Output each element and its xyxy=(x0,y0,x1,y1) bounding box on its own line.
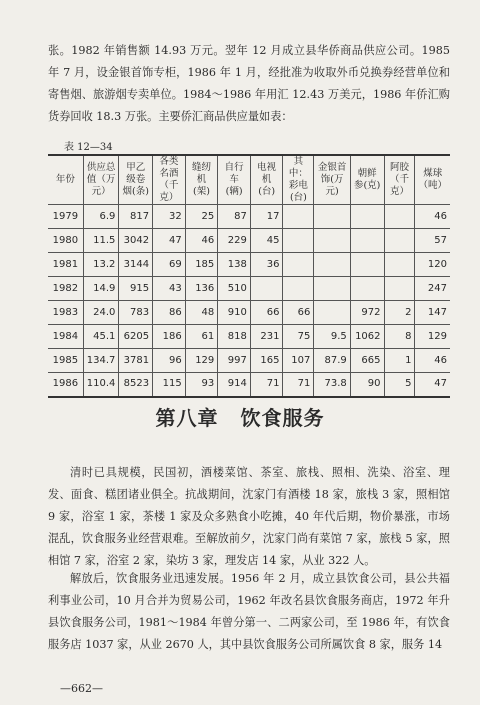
chapter-number: 第八章 xyxy=(155,406,219,430)
table-cell: 61 xyxy=(185,325,218,349)
table-cell: 231 xyxy=(250,325,283,349)
table-cell: 997 xyxy=(218,349,251,373)
table-cell: 914 xyxy=(218,373,251,397)
table-cell: 46 xyxy=(185,229,218,253)
overseas-goods-table xyxy=(48,154,450,398)
table-cell: 36 xyxy=(250,253,283,277)
table-cell: 43 xyxy=(153,277,186,301)
table-cell: 165 xyxy=(250,349,283,373)
table-cell: 3042 xyxy=(119,229,153,253)
table-caption: 表 12—34 xyxy=(64,142,113,153)
table-header-cell: 供应总值（万元） xyxy=(83,155,119,205)
table-cell: 5 xyxy=(384,373,415,397)
table-header-cell: 金银首饰(万元) xyxy=(314,155,350,205)
table-row xyxy=(48,349,450,373)
table-cell: 25 xyxy=(185,205,218,229)
table-cell xyxy=(350,205,384,229)
table-header-cell: 甲乙级卷烟(条) xyxy=(119,155,153,205)
table-cell: 1985 xyxy=(48,349,83,373)
table-cell: 147 xyxy=(415,301,450,325)
table-cell: 1981 xyxy=(48,253,83,277)
table-cell: 3781 xyxy=(119,349,153,373)
table-row xyxy=(48,253,450,277)
table-cell xyxy=(314,277,350,301)
table-cell: 47 xyxy=(153,229,186,253)
table-cell xyxy=(283,253,314,277)
table-cell: 783 xyxy=(119,301,153,325)
table-cell: 46 xyxy=(415,349,450,373)
table-header-row xyxy=(48,155,450,205)
body-paragraph-1: 清时已具规模，民国初，酒楼菜馆、茶室、旅栈、照相、洗染、浴室、理发、面食、糕团诸业俱全。抗战期间，沈家门有酒楼 18 家，旅栈 3 家，照相馆 9 家，浴室 1 家，茶楼 1 家及众多熟食小吃摊，40 年代后期，物价暴涨，市场混乱，饮食服务业经营艰难。至解放前夕，沈家门尚有菜馆 7 家，旅栈 5 家，照相馆 7 家，浴室 2 家，染坊 3 家，理发店 14 家，从业 322 人。 xyxy=(48,466,450,567)
table-cell: 665 xyxy=(350,349,384,373)
chapter-heading xyxy=(0,402,480,431)
body-paragraph-2: 解放后，饮食服务业迅速发展。1956 年 2 月，成立县饮食公司，县公共福利事业公司，10 月合并为贸易公司，1962 年改名县饮食服务商店，1972 年升县饮食服务公司，1981～1984 年曾分第一、二两家公司，至 1986 年，有饮食服务店 1037 家，从业 2670 人，其中县饮食服务公司所属饮食 8 家，服务 14 xyxy=(48,572,450,651)
table-row xyxy=(48,229,450,253)
table-header-cell: 年份 xyxy=(48,155,83,205)
table-cell: 71 xyxy=(250,373,283,397)
table-cell: 6.9 xyxy=(83,205,119,229)
table-cell: 9.5 xyxy=(314,325,350,349)
table-cell: 3144 xyxy=(119,253,153,277)
table-cell: 1062 xyxy=(350,325,384,349)
table-cell: 6205 xyxy=(119,325,153,349)
table-cell: 71 xyxy=(283,373,314,397)
table-cell: 120 xyxy=(415,253,450,277)
table-cell: 73.8 xyxy=(314,373,350,397)
table-cell: 129 xyxy=(415,325,450,349)
table-header-cell: 朝鲜参(克) xyxy=(350,155,384,205)
table-row xyxy=(48,325,450,349)
table-cell: 185 xyxy=(185,253,218,277)
table-header-cell: 其中：彩电(台) xyxy=(283,155,314,205)
table-header-cell: 各类名酒（千克） xyxy=(153,155,186,205)
table-cell: 96 xyxy=(153,349,186,373)
table-cell: 1982 xyxy=(48,277,83,301)
table-cell xyxy=(384,277,415,301)
table-header-cell: 缝纫机(架) xyxy=(185,155,218,205)
table-header-cell: 电视机(台) xyxy=(250,155,283,205)
table-cell xyxy=(384,253,415,277)
table-cell: 1986 xyxy=(48,373,83,397)
table-cell: 2 xyxy=(384,301,415,325)
table-cell: 48 xyxy=(185,301,218,325)
table-cell: 915 xyxy=(119,277,153,301)
table-cell xyxy=(350,277,384,301)
table-cell: 66 xyxy=(283,301,314,325)
table-cell: 57 xyxy=(415,229,450,253)
table-body xyxy=(48,205,450,397)
table-cell: 510 xyxy=(218,277,251,301)
table-cell: 1983 xyxy=(48,301,83,325)
table-cell xyxy=(314,301,350,325)
table-cell xyxy=(350,229,384,253)
table-cell: 24.0 xyxy=(83,301,119,325)
table-cell: 8 xyxy=(384,325,415,349)
table-cell: 817 xyxy=(119,205,153,229)
table-cell: 75 xyxy=(283,325,314,349)
table-cell: 47 xyxy=(415,373,450,397)
table-cell: 1 xyxy=(384,349,415,373)
table-row xyxy=(48,277,450,301)
table-row xyxy=(48,373,450,397)
table-cell: 818 xyxy=(218,325,251,349)
table-cell: 87.9 xyxy=(314,349,350,373)
table-cell xyxy=(250,277,283,301)
table-cell: 138 xyxy=(218,253,251,277)
table-header-cell: 煤球（吨） xyxy=(415,155,450,205)
table-cell: 87 xyxy=(218,205,251,229)
table-cell xyxy=(283,205,314,229)
table-cell: 90 xyxy=(350,373,384,397)
table-cell: 910 xyxy=(218,301,251,325)
table-cell: 136 xyxy=(185,277,218,301)
table-cell: 13.2 xyxy=(83,253,119,277)
table-cell: 45 xyxy=(250,229,283,253)
table-cell: 17 xyxy=(250,205,283,229)
table-cell: 45.1 xyxy=(83,325,119,349)
table-cell: 247 xyxy=(415,277,450,301)
table-cell: 8523 xyxy=(119,373,153,397)
table-cell: 1984 xyxy=(48,325,83,349)
table-cell: 46 xyxy=(415,205,450,229)
page-number: —662— xyxy=(60,682,103,695)
table-cell: 229 xyxy=(218,229,251,253)
table-cell: 110.4 xyxy=(83,373,119,397)
table-cell: 66 xyxy=(250,301,283,325)
table-cell: 115 xyxy=(153,373,186,397)
table-cell: 129 xyxy=(185,349,218,373)
table-cell xyxy=(384,205,415,229)
chapter-title: 饮食服务 xyxy=(240,406,325,430)
table-cell xyxy=(283,277,314,301)
table-cell xyxy=(314,253,350,277)
table-cell xyxy=(350,253,384,277)
table-cell: 1980 xyxy=(48,229,83,253)
table-header-cell: 自行车(辆) xyxy=(218,155,251,205)
table-cell: 14.9 xyxy=(83,277,119,301)
table-cell: 107 xyxy=(283,349,314,373)
table-row xyxy=(48,301,450,325)
table-cell xyxy=(283,229,314,253)
table-cell: 11.5 xyxy=(83,229,119,253)
table-cell: 93 xyxy=(185,373,218,397)
table-cell: 32 xyxy=(153,205,186,229)
table-cell xyxy=(314,229,350,253)
table-cell: 1979 xyxy=(48,205,83,229)
table-header-cell: 阿胶（千克） xyxy=(384,155,415,205)
table-cell: 134.7 xyxy=(83,349,119,373)
table-row xyxy=(48,205,450,229)
table-cell: 186 xyxy=(153,325,186,349)
table-cell: 69 xyxy=(153,253,186,277)
table-cell xyxy=(384,229,415,253)
intro-paragraph: 张。1982 年销售额 14.93 万元。翌年 12 月成立县华侨商品供应公司。1985 年 7 月，设金银首饰专柜，1986 年 1 月，经批准为收取外币兑换券经营单位和寄售烟、旅游烟专卖单位。1984～1986 年用汇 12.43 万美元，1986 年侨汇购货券回收 18.3 万张。主要侨汇商品供应量如表： xyxy=(48,44,450,123)
table-cell xyxy=(314,205,350,229)
table-cell: 972 xyxy=(350,301,384,325)
table-cell: 86 xyxy=(153,301,186,325)
